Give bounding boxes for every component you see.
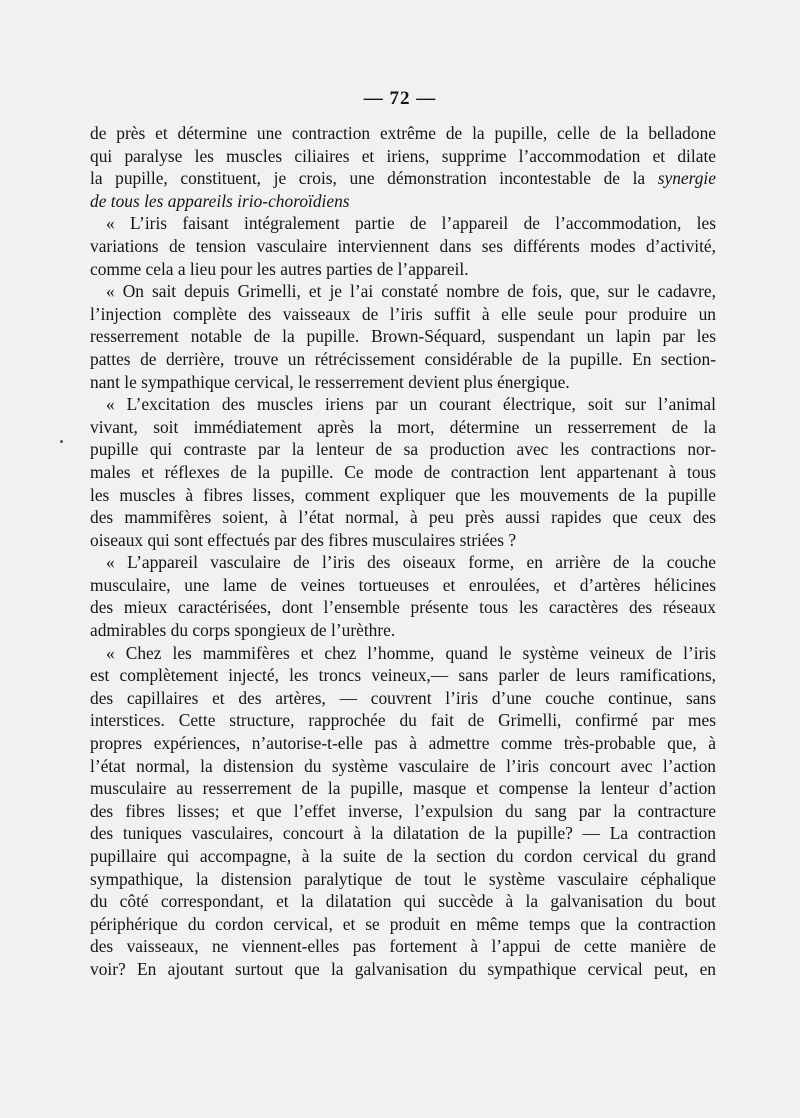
text-line <box>90 461 716 484</box>
text-run: pupillaire qui accompagne, à la suite de la section du cordon cervical du grand <box>90 846 716 866</box>
text-line <box>90 619 716 642</box>
text-run: pattes de derrière, trouve un rétrécissement considérable de la pupille. En section- <box>90 348 716 369</box>
text-line <box>90 303 716 326</box>
text-run: « L’iris faisant intégralement partie de l’appareil de l’accommodation, les <box>106 213 716 234</box>
text-run: « L’appareil vasculaire de l’iris des oiseaux forme, en arrière de la couche <box>106 552 716 573</box>
italic-text: synergie <box>657 168 716 189</box>
text-run: des capillaires et des artères, — couvrent l’iris d’une couche continue, sans <box>90 687 716 708</box>
text-line <box>90 438 716 461</box>
text-run: vivant, soit immédiatement après la mort, détermine un resserrement de la <box>90 416 716 437</box>
italic-text: de tous les appareils irio-choroïdiens <box>90 190 350 211</box>
text-line <box>90 800 716 823</box>
text-run: resserrement notable de la pupille. Brown-Séquard, suspendant un lapin par les <box>90 326 716 347</box>
text-run: qui paralyse les muscles ciliaires et iriens, supprime l’accommodation et dilate <box>90 145 716 166</box>
text-line <box>90 393 716 416</box>
body-text <box>90 122 716 981</box>
text-line <box>90 551 716 574</box>
text-run: périphérique du cordon cervical, et se produit en même temps que la contraction <box>90 913 716 934</box>
print-speck <box>60 440 63 443</box>
text-line <box>90 212 716 235</box>
text-run: l’injection complète des vaisseaux de l’iris suffit à elle seule pour produire un <box>90 303 716 324</box>
text-line <box>90 732 716 755</box>
text-run: du côté correspondant, et la dilatation qui succède à la galvanisation du bout <box>90 891 716 912</box>
text-run: sympathique, la distension paralytique de tout le système vasculaire céphalique <box>90 868 716 889</box>
text-run: musculaire, une lame de veines tortueuses et enroulées, et d’artères hélicines <box>90 574 716 595</box>
text-line <box>90 755 716 778</box>
text-run: les muscles à fibres lisses, comment expliquer que les mouvements de la pupille <box>90 484 716 505</box>
text-line <box>90 416 716 439</box>
text-line <box>90 958 716 981</box>
text-line <box>90 596 716 619</box>
text-line <box>90 935 716 958</box>
text-line <box>90 845 716 868</box>
text-line <box>90 484 716 507</box>
text-line <box>90 122 716 145</box>
text-run: des fibres lisses; et que l’effet inverse, l’expulsion du sang par la contracture <box>90 800 716 821</box>
text-line <box>90 167 716 190</box>
text-run: « L’excitation des muscles iriens par un courant électrique, soit sur l’animal <box>106 394 716 415</box>
text-line <box>90 709 716 732</box>
text-run: des mieux caractérisées, dont l’ensemble présente tous les caractères des réseaux <box>90 597 716 618</box>
text-run: voir? En ajoutant surtout que la galvanisation du sympathique cervical peut, en <box>90 958 716 979</box>
text-run: variations de tension vasculaire interviennent dans ses différents modes d’activité, <box>90 235 716 256</box>
text-run: males et réflexes de la pupille. Ce mode de contraction lent appartenant à tous <box>90 461 716 482</box>
text-line <box>90 348 716 371</box>
text-run: oiseaux qui sont effectués par des fibres musculaires striées ? <box>90 529 517 550</box>
text-run: pupille qui contraste par la lenteur de sa production avec les contractions nor- <box>90 439 716 460</box>
text-line <box>90 687 716 710</box>
text-run: des tuniques vasculaires, concourt à la dilatation de la pupille? — La contraction <box>90 823 716 844</box>
text-line <box>90 371 716 394</box>
text-run: des vaisseaux, ne viennent-elles pas fortement à l’appui de cette manière de <box>90 936 716 957</box>
text-run: de près et détermine une contraction extrême de la pupille, celle de la belladone <box>90 123 716 143</box>
text-line <box>90 913 716 936</box>
text-run: interstices. Cette structure, rapprochée du fait de Grimelli, confirmé par mes <box>90 710 716 731</box>
text-line <box>90 529 716 552</box>
text-line <box>90 777 716 800</box>
text-line <box>90 325 716 348</box>
text-line <box>90 258 716 281</box>
text-line <box>90 822 716 845</box>
text-run: est complètement injecté, les troncs veineux,— sans parler de leurs ramifications, <box>90 665 716 686</box>
text-line <box>90 642 716 665</box>
text-run: des mammifères soient, à l’état normal, à peu près aussi rapides que ceux des <box>90 507 716 528</box>
text-line <box>90 574 716 597</box>
text-run: propres expériences, n’autorise-t-elle pas à admettre comme très-probable que, à <box>90 733 716 754</box>
text-line <box>90 868 716 891</box>
text-run: nant le sympathique cervical, le resserrement devient plus énergique. <box>90 371 570 392</box>
page-number: — 72 — <box>363 88 437 109</box>
text-line <box>90 280 716 303</box>
text-line <box>90 235 716 258</box>
text-line <box>90 190 716 213</box>
text-run: admirables du corps spongieux de l’urèthre. <box>90 620 396 641</box>
text-run: « Chez les mammifères et chez l’homme, quand le système veineux de l’iris <box>106 642 716 663</box>
text-line <box>90 890 716 913</box>
text-run: comme cela a lieu pour les autres parties de l’appareil. <box>90 258 469 279</box>
text-line <box>90 664 716 687</box>
text-run: la pupille, constituent, je crois, une démonstration incontestable de la <box>90 168 658 189</box>
text-run: musculaire au resserrement de la pupille, masque et compense la lenteur d’action <box>90 778 716 799</box>
text-run: l’état normal, la distension du système vasculaire de l’iris concourt avec l’action <box>90 755 716 776</box>
text-line <box>90 506 716 529</box>
text-run: « On sait depuis Grimelli, et je l’ai constaté nombre de fois, que, sur le cadavre, <box>106 281 716 302</box>
text-line <box>90 145 716 168</box>
